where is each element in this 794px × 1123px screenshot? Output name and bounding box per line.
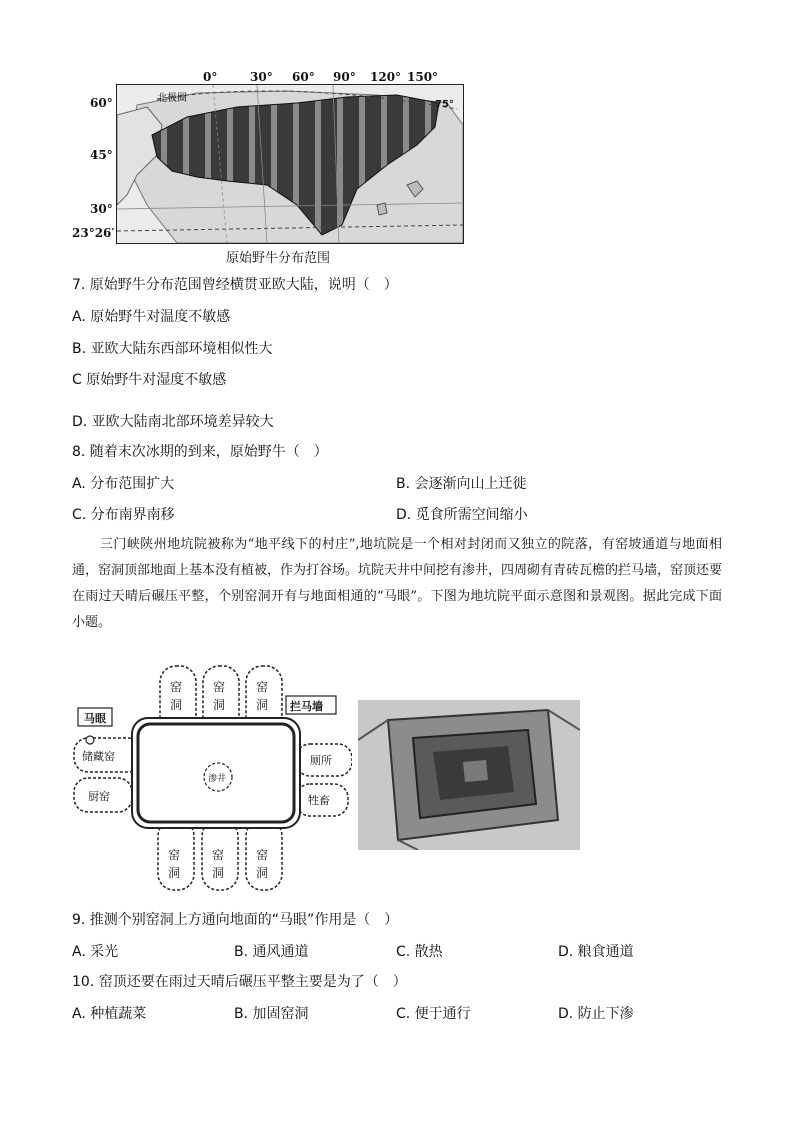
bottom-cave-2-yao: 窑 bbox=[212, 848, 225, 862]
lat-label-tropic: 23°26′ bbox=[72, 226, 115, 240]
q7-option-a[interactable]: A. 原始野牛对温度不敏感 bbox=[72, 309, 231, 325]
q9-option-d[interactable]: D. 粮食通道 bbox=[558, 944, 634, 960]
toilet-label: 厕所 bbox=[310, 754, 332, 767]
bottom-cave-3-dong: 洞 bbox=[256, 866, 269, 880]
courtyard-landscape-photo bbox=[358, 700, 580, 850]
lon-label-60: 60° bbox=[292, 70, 315, 84]
livestock-label: 牲畜 bbox=[308, 794, 330, 807]
q8-option-b[interactable]: B. 会逐渐向山上迁徙 bbox=[396, 476, 527, 492]
top-cave-3-yao: 窑 bbox=[256, 680, 269, 694]
q8-stem: 8. 随着末次冰期的到来，原始野牛（ ） bbox=[72, 444, 328, 460]
lon-label-30: 30° bbox=[250, 70, 273, 84]
top-cave-1-dong: 洞 bbox=[170, 698, 183, 712]
q10-option-b[interactable]: B. 加固窑洞 bbox=[234, 1006, 309, 1022]
courtyard-plan-diagram bbox=[72, 660, 352, 892]
kitchen-cave-label: 厨窑 bbox=[88, 790, 110, 803]
lon-label-0: 0° bbox=[203, 70, 218, 84]
reading-passage: 三门峡陕州地坑院被称为“地平线下的村庄”,地坑院是一个相对封闭而又独立的院落，有窑坡通道与地面相通，窑洞顶部地面上基本没有植被，作为打谷场。坑院天井中间挖有渗井，四周砌有青砖瓦檐的拦马墙，窑顶还要在雨过天晴后碾压平整，个别窑洞开有与地面相通的“马眼”。下图为地坑院平面示意图和景观图。据此完成下面小题。 bbox=[72, 537, 723, 630]
bottom-cave-3-yao: 窑 bbox=[256, 848, 269, 862]
bottom-cave-1-yao: 窑 bbox=[168, 848, 181, 862]
lon-label-150: 150° bbox=[407, 70, 439, 84]
arctic-circle-label: 北极圈 bbox=[157, 93, 187, 104]
q8-option-a[interactable]: A. 分布范围扩大 bbox=[72, 476, 175, 492]
q9-option-c[interactable]: C. 散热 bbox=[396, 944, 443, 960]
top-cave-3-dong: 洞 bbox=[256, 698, 269, 712]
q10-stem: 10. 窑顶还要在雨过天晴后碾压平整主要是为了（ ） bbox=[72, 974, 407, 990]
q10-option-d[interactable]: D. 防止下渗 bbox=[558, 1006, 634, 1022]
q8-option-c[interactable]: C. 分布南界南移 bbox=[72, 507, 175, 523]
top-cave-2-yao: 窑 bbox=[213, 680, 226, 694]
q7-option-b[interactable]: B. 亚欧大陆东西部环境相似性大 bbox=[72, 341, 273, 357]
q7-stem: 7. 原始野牛分布范围曾经横贯亚欧大陆，说明（ ） bbox=[72, 277, 398, 293]
q8-option-d[interactable]: D. 觅食所需空间缩小 bbox=[396, 507, 528, 523]
map-graphic bbox=[117, 85, 463, 243]
lon-label-90: 90° bbox=[333, 70, 356, 84]
q10-option-a[interactable]: A. 种植蔬菜 bbox=[72, 1006, 147, 1022]
lat-label-45: 45° bbox=[90, 148, 113, 162]
latitude-75-label: 75° bbox=[435, 99, 454, 110]
q9-option-a[interactable]: A. 采光 bbox=[72, 944, 119, 960]
bottom-cave-2-dong: 洞 bbox=[212, 866, 225, 880]
q7-option-c[interactable]: C 原始野牛对湿度不敏感 bbox=[72, 372, 227, 388]
top-cave-2-dong: 洞 bbox=[213, 698, 226, 712]
bison-distribution-map bbox=[116, 84, 464, 244]
bottom-cave-1-dong: 洞 bbox=[168, 866, 181, 880]
photo-graphic bbox=[358, 700, 580, 850]
map-caption: 原始野牛分布范围 bbox=[226, 251, 331, 266]
q10-option-c[interactable]: C. 便于通行 bbox=[396, 1006, 471, 1022]
lat-label-30: 30° bbox=[90, 202, 113, 216]
q9-stem: 9. 推测个别窑洞上方通向地面的“马眼”作用是（ ） bbox=[72, 912, 399, 928]
parapet-wall-label: 拦马墙 bbox=[290, 700, 323, 713]
top-cave-1-yao: 窑 bbox=[170, 680, 183, 694]
seepage-well-label: 渗井 bbox=[208, 774, 227, 784]
horse-eye-label: 马眼 bbox=[84, 712, 106, 725]
lon-label-120: 120° bbox=[370, 70, 402, 84]
lat-label-60: 60° bbox=[90, 96, 113, 110]
q9-option-b[interactable]: B. 通风通道 bbox=[234, 944, 309, 960]
q7-option-d[interactable]: D. 亚欧大陆南北部环境差异较大 bbox=[72, 414, 274, 430]
storage-cave-label: 储藏窑 bbox=[82, 750, 115, 763]
